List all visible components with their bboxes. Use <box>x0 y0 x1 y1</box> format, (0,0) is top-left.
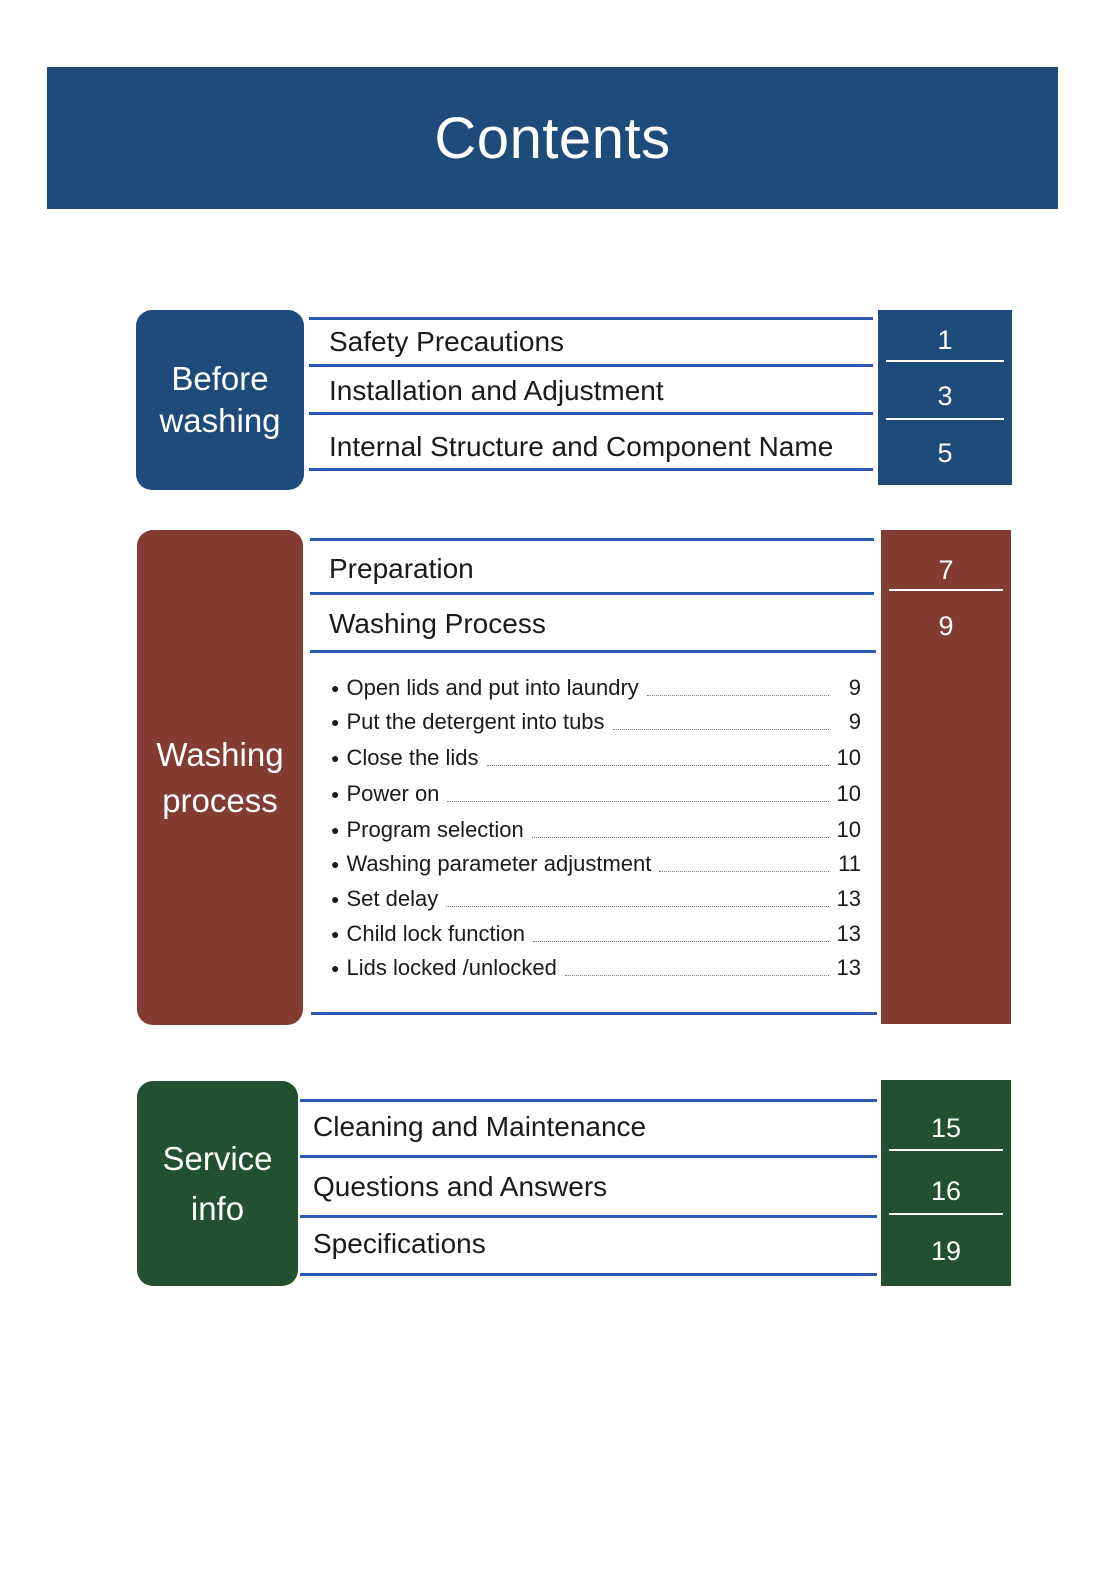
subitem-page: 11 <box>838 851 861 876</box>
subitem-page: 13 <box>836 955 861 980</box>
section-label-before-washing <box>136 310 304 490</box>
contents-header <box>47 67 1058 209</box>
dot-leader <box>613 715 829 730</box>
divider-rule <box>310 592 874 595</box>
toc-item-title: Cleaning and Maintenance <box>313 1111 647 1142</box>
bullet-icon: ● <box>331 786 340 802</box>
divider-rule <box>300 1099 877 1102</box>
toc-item-title: Washing Process <box>329 608 546 639</box>
subitem-title: Washing parameter adjustment <box>346 851 652 876</box>
page-number: 5 <box>937 438 953 468</box>
bullet-icon: ● <box>331 714 340 730</box>
bullet-icon: ● <box>331 750 340 766</box>
section-label-line: Washing <box>156 735 284 773</box>
bullet-icon: ● <box>331 960 340 976</box>
subitem-page: 9 <box>848 675 861 700</box>
subitem-title: Child lock function <box>346 921 526 946</box>
toc-item-specifications[interactable] <box>313 1228 486 1260</box>
toc-subitem-child-lock[interactable] <box>331 921 861 947</box>
dot-leader <box>487 751 829 766</box>
page-number: 19 <box>930 1236 962 1266</box>
subitem-page: 10 <box>836 817 861 842</box>
page-number: 16 <box>930 1176 962 1206</box>
subitem-title: Program selection <box>346 817 524 842</box>
subitem-page: 9 <box>848 709 861 734</box>
toc-subitem-open-lids[interactable] <box>331 675 861 701</box>
page-number: 15 <box>930 1113 962 1143</box>
section-label-line: washing <box>159 402 281 439</box>
divider-rule <box>309 364 873 367</box>
subitem-title: Power on <box>346 781 440 806</box>
page-number: 1 <box>937 325 953 355</box>
toc-item-title: Questions and Answers <box>313 1171 608 1202</box>
toc-item-title: Internal Structure and Component Name <box>329 431 834 462</box>
toc-subitem-lids-locked[interactable] <box>331 955 861 981</box>
subitem-title: Open lids and put into laundry <box>346 675 639 700</box>
section-label-line: process <box>162 781 278 819</box>
toc-item-safety-precautions[interactable] <box>329 326 564 358</box>
subitem-page: 10 <box>836 781 861 806</box>
dot-leader <box>659 857 829 872</box>
page-number: 7 <box>938 555 954 585</box>
subitem-page: 13 <box>836 886 861 911</box>
toc-item-internal-structure[interactable] <box>329 431 833 463</box>
page-column-service-info <box>881 1080 1011 1286</box>
divider-rule <box>311 1012 877 1015</box>
page-separator <box>889 1213 1003 1215</box>
divider-rule <box>300 1215 877 1218</box>
divider-rule <box>300 1273 877 1276</box>
page-separator <box>886 360 1004 362</box>
page-column-before-washing <box>878 310 1012 485</box>
page-separator <box>889 1149 1003 1151</box>
toc-item-title: Specifications <box>313 1228 486 1259</box>
subitem-title: Lids locked /unlocked <box>346 955 557 980</box>
toc-item-installation-and-adjustment[interactable] <box>329 375 664 407</box>
subitem-title: Put the detergent into tubs <box>346 709 605 734</box>
dot-leader <box>533 927 829 942</box>
page-title: Contents <box>434 105 671 171</box>
toc-subitem-power-on[interactable] <box>331 781 861 807</box>
subitem-title: Set delay <box>346 886 439 911</box>
subitem-page: 13 <box>836 921 861 946</box>
dot-leader <box>565 961 829 976</box>
toc-item-title: Installation and Adjustment <box>329 375 664 406</box>
bullet-icon: ● <box>331 856 340 872</box>
bullet-icon: ● <box>331 891 340 907</box>
toc-item-cleaning-and-maintenance[interactable] <box>313 1111 646 1143</box>
section-label-service-info <box>137 1081 298 1286</box>
toc-subitem-parameter-adjustment[interactable] <box>331 851 861 877</box>
toc-item-title: Preparation <box>329 553 474 584</box>
toc-item-questions-and-answers[interactable] <box>313 1171 607 1203</box>
toc-subitem-set-delay[interactable] <box>331 886 861 912</box>
bullet-icon: ● <box>331 680 340 696</box>
section-label-washing-process <box>137 530 303 1025</box>
dot-leader <box>446 892 829 907</box>
bullet-icon: ● <box>331 822 340 838</box>
toc-item-washing-process[interactable] <box>329 608 546 640</box>
divider-rule <box>310 538 874 541</box>
subitem-title: Close the lids <box>346 745 479 770</box>
page-number: 9 <box>938 611 954 641</box>
dot-leader <box>447 787 829 802</box>
page-separator <box>886 418 1004 420</box>
page-number: 3 <box>937 381 953 411</box>
toc-subitem-close-lids[interactable] <box>331 745 861 771</box>
section-label-line: Service <box>162 1139 273 1177</box>
divider-rule <box>309 412 873 415</box>
bullet-icon: ● <box>331 926 340 942</box>
page-separator <box>889 589 1003 591</box>
dot-leader <box>532 823 829 838</box>
toc-subitem-program-selection[interactable] <box>331 817 861 843</box>
divider-rule <box>300 1155 877 1158</box>
section-label-line: Before <box>171 360 269 397</box>
toc-subitem-detergent[interactable] <box>331 709 861 735</box>
dot-leader <box>647 681 829 696</box>
section-label-line: info <box>190 1189 245 1227</box>
toc-item-preparation[interactable] <box>329 553 474 585</box>
subitem-page: 10 <box>836 745 861 770</box>
divider-rule <box>310 650 876 653</box>
divider-rule <box>309 468 873 471</box>
divider-rule <box>309 317 873 320</box>
page-column-washing-process <box>881 530 1011 1024</box>
toc-item-title: Safety Precautions <box>329 326 565 357</box>
